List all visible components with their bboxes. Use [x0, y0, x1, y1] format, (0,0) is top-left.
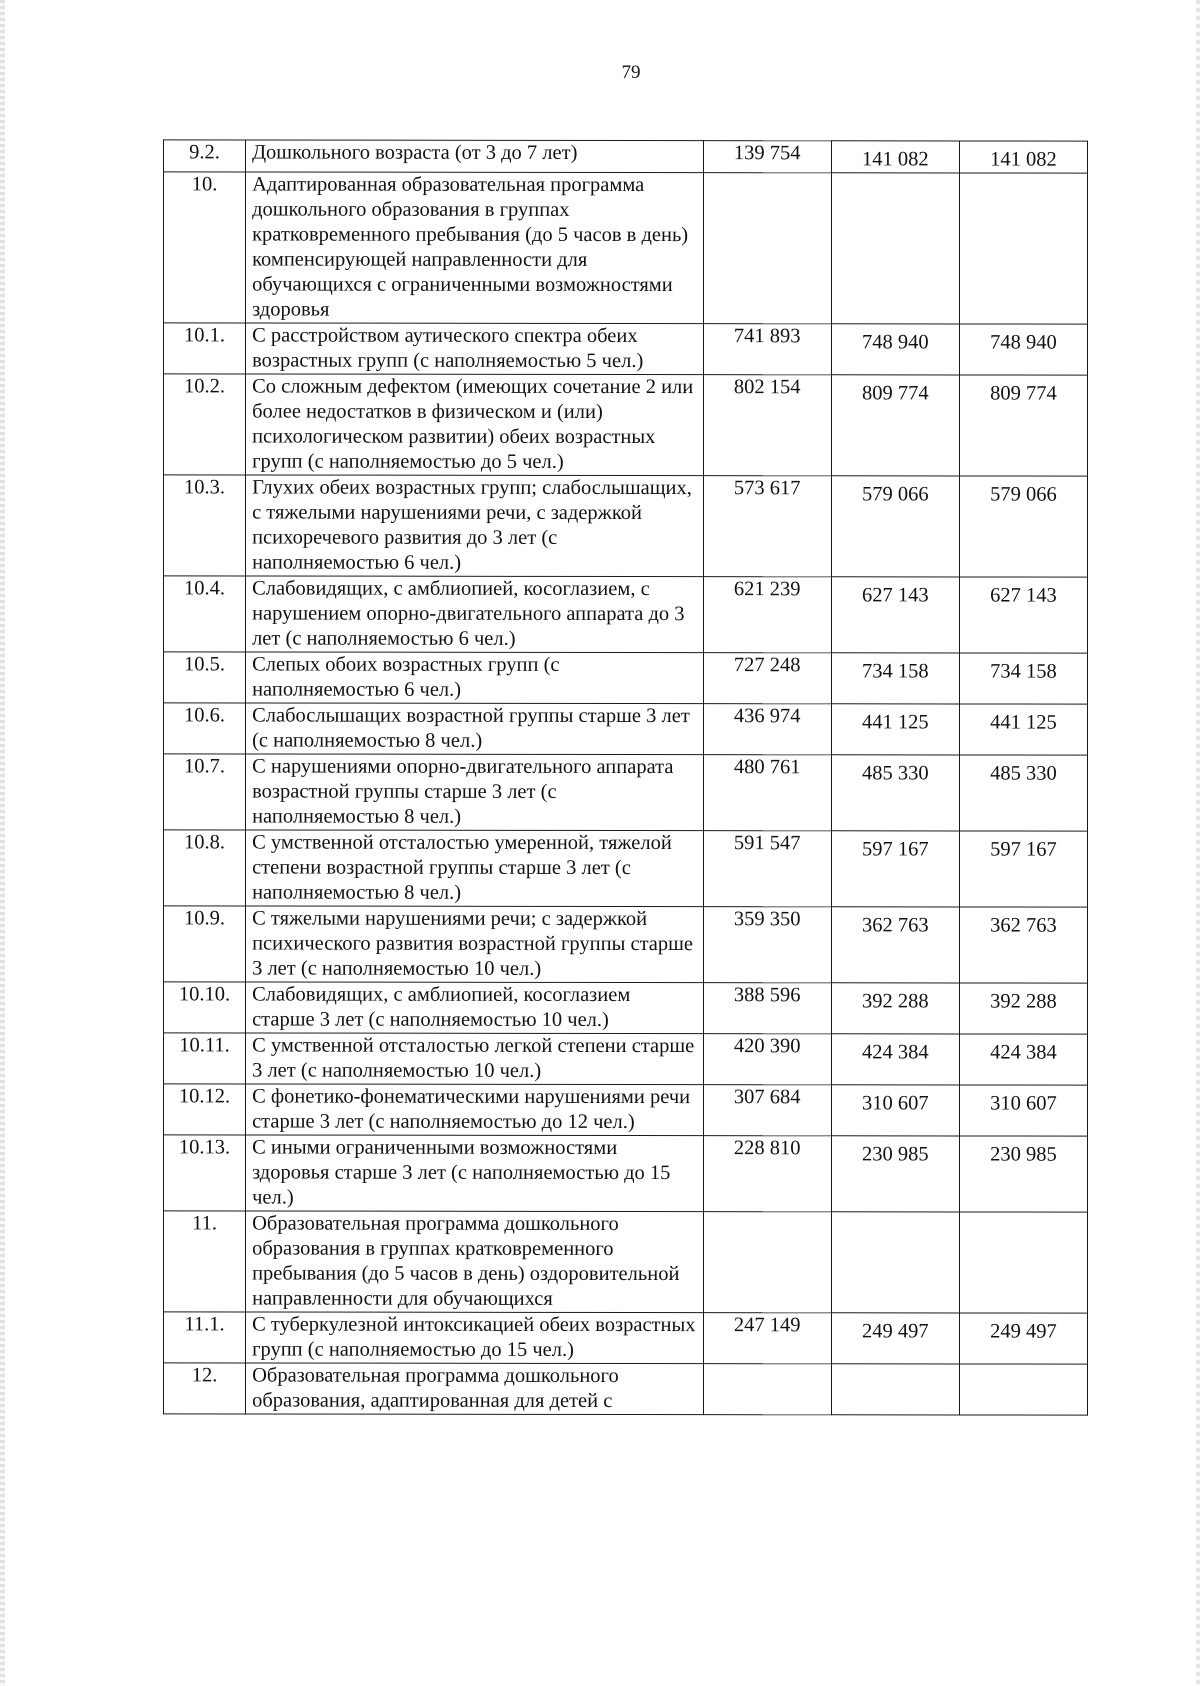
row-description: С фонетико-фонематическими нарушениями речи старше 3 лет (с наполняемостью до 12 чел.) — [246, 1084, 703, 1136]
row-value-3: 424 384 — [959, 1034, 1087, 1085]
row-value-2: 627 143 — [831, 577, 959, 653]
row-value-3 — [959, 173, 1087, 324]
row-value-2: 597 167 — [831, 831, 959, 907]
table-row — [164, 1312, 1088, 1364]
table-container — [163, 139, 1088, 1415]
row-description: С нарушениями опорно-двигательного аппарата возрастной группы старше 3 лет (с наполняемостью 8 чел.) — [246, 754, 703, 831]
table-row — [164, 140, 1088, 173]
scan-edge-left — [0, 0, 5, 1686]
row-description: Глухих обеих возрастных групп; слабослышащих, с тяжелыми нарушениями речи, с задержкой психоречевого развития до 3 лет (с наполняемостью 6 чел.) — [246, 475, 703, 577]
row-value-3: 441 125 — [959, 704, 1087, 755]
row-value-2: 392 288 — [831, 983, 959, 1034]
row-number: 10.10. — [164, 982, 246, 1033]
table-row — [164, 475, 1088, 577]
row-number: 10.6. — [164, 703, 246, 754]
table-row — [164, 1135, 1088, 1212]
row-value-1: 480 761 — [703, 755, 831, 831]
row-number: 10.7. — [164, 754, 246, 830]
table-row — [164, 576, 1088, 653]
row-description: Образовательная программа дошкольного образования, адаптированная для детей с — [246, 1363, 703, 1415]
row-number: 10.8. — [164, 830, 246, 906]
row-value-1 — [703, 1364, 831, 1415]
row-value-3: 748 940 — [959, 324, 1087, 375]
row-value-3: 627 143 — [959, 577, 1087, 653]
row-value-2 — [831, 173, 959, 324]
row-description: Слабовидящих, с амблиопией, косоглазием старше 3 лет (с наполняемостью 10 чел.) — [246, 982, 703, 1034]
row-value-3: 485 330 — [959, 755, 1087, 831]
row-number: 10.9. — [164, 906, 246, 982]
row-number: 10.12. — [164, 1084, 246, 1135]
row-value-2: 249 497 — [831, 1313, 959, 1364]
row-number: 10.3. — [164, 475, 246, 576]
row-description: С тяжелыми нарушениями речи; с задержкой психического развития возрастной группы старше 3 лет (с наполняемостью 10 чел.) — [246, 906, 703, 983]
row-value-3: 141 082 — [959, 141, 1087, 173]
row-number: 12. — [164, 1363, 246, 1414]
table-body — [164, 140, 1088, 1415]
row-value-3: 809 774 — [959, 375, 1087, 476]
row-value-1: 573 617 — [703, 476, 831, 577]
row-value-1: 420 390 — [703, 1034, 831, 1085]
row-value-1: 727 248 — [703, 653, 831, 704]
table-row — [164, 652, 1088, 704]
row-value-3: 310 607 — [959, 1085, 1087, 1136]
row-description: Дошкольного возраста (от 3 до 7 лет) — [246, 140, 703, 173]
row-value-2: 579 066 — [831, 476, 959, 577]
row-value-1 — [703, 173, 831, 324]
row-description: С иными ограниченными возможностями здоровья старше 3 лет (с наполняемостью до 15 чел.) — [246, 1135, 703, 1212]
row-value-2: 734 158 — [831, 653, 959, 704]
row-value-2: 230 985 — [831, 1136, 959, 1212]
row-description: С расстройством аутического спектра обеих возрастных групп (с наполняемостью 5 чел.) — [246, 323, 703, 375]
row-value-3: 230 985 — [959, 1136, 1087, 1212]
funding-table — [163, 139, 1088, 1415]
row-value-2 — [831, 1364, 959, 1415]
row-number: 11. — [164, 1211, 246, 1312]
row-number: 11.1. — [164, 1312, 246, 1363]
row-number: 10.11. — [164, 1033, 246, 1084]
row-description: Со сложным дефектом (имеющих сочетание 2 или более недостатков в физическом и (или) психологическом развитии) обеих возрастных групп (с наполняемостью до 5 чел.) — [246, 374, 703, 476]
row-description: Слабослышащих возрастной группы старше 3 лет (с наполняемостью 8 чел.) — [246, 703, 703, 755]
row-description: Адаптированная образовательная программа дошкольного образования в группах кратковременного пребывания (до 5 часов в день) компенсирующей направленности для обучающихся с ограниченными возможностями здоровья — [246, 172, 703, 324]
row-description: Слепых обоих возрастных групп (с наполняемостью 6 чел.) — [246, 652, 703, 704]
row-value-1: 139 754 — [703, 141, 831, 173]
scan-edge-right — [1196, 0, 1200, 1686]
row-value-2: 441 125 — [831, 704, 959, 755]
row-value-1: 802 154 — [703, 375, 831, 476]
row-number: 10.4. — [164, 576, 246, 652]
table-row — [164, 906, 1088, 983]
row-value-3 — [959, 1212, 1087, 1313]
row-value-2: 362 763 — [831, 907, 959, 983]
row-value-3: 579 066 — [959, 476, 1087, 577]
row-value-1: 247 149 — [703, 1313, 831, 1364]
row-number: 10.13. — [164, 1135, 246, 1211]
row-value-1: 621 239 — [703, 577, 831, 653]
row-value-1: 741 893 — [703, 324, 831, 375]
page-number: 79 — [621, 62, 641, 83]
row-number: 10.2. — [164, 374, 246, 475]
table-row — [164, 703, 1088, 755]
row-value-3: 597 167 — [959, 831, 1087, 907]
row-value-2: 809 774 — [831, 375, 959, 476]
row-value-1: 591 547 — [703, 831, 831, 907]
table-row — [164, 323, 1088, 375]
row-value-3: 392 288 — [959, 983, 1087, 1034]
row-value-3: 734 158 — [959, 653, 1087, 704]
table-row — [164, 1033, 1088, 1085]
row-value-2: 485 330 — [831, 755, 959, 831]
row-value-1: 307 684 — [703, 1085, 831, 1136]
table-row — [164, 172, 1088, 324]
row-value-2: 141 082 — [831, 141, 959, 173]
table-row — [164, 1363, 1088, 1415]
row-value-3: 362 763 — [959, 907, 1087, 983]
row-description: С туберкулезной интоксикацией обеих возрастных групп (с наполняемостью до 15 чел.) — [246, 1312, 703, 1364]
table-row — [164, 374, 1088, 476]
row-value-1: 436 974 — [703, 704, 831, 755]
row-value-2 — [831, 1212, 959, 1313]
row-value-1: 228 810 — [703, 1136, 831, 1212]
row-value-1: 388 596 — [703, 983, 831, 1034]
row-value-2: 748 940 — [831, 324, 959, 375]
table-row — [164, 1084, 1088, 1136]
row-value-2: 310 607 — [831, 1085, 959, 1136]
row-value-1: 359 350 — [703, 907, 831, 983]
row-value-1 — [703, 1212, 831, 1313]
table-row — [164, 754, 1088, 831]
row-number: 10.1. — [164, 323, 246, 374]
row-description: С умственной отсталостью легкой степени старше 3 лет (с наполняемостью 10 чел.) — [246, 1033, 703, 1085]
row-value-2: 424 384 — [831, 1034, 959, 1085]
table-row — [164, 830, 1088, 907]
row-value-3 — [959, 1364, 1087, 1415]
row-value-3: 249 497 — [959, 1313, 1087, 1364]
row-description: Образовательная программа дошкольного образования в группах кратковременного пребывания (до 5 часов в день) оздоровительной направленности для обучающихся — [246, 1211, 703, 1313]
row-number: 10. — [164, 172, 246, 323]
table-row — [164, 1211, 1088, 1313]
row-number: 9.2. — [164, 140, 246, 172]
row-number: 10.5. — [164, 652, 246, 703]
row-description: Слабовидящих, с амблиопией, косоглазием, с нарушением опорно-двигательного аппарата до 3 лет (с наполняемостью 6 чел.) — [246, 576, 703, 653]
table-row — [164, 982, 1088, 1034]
row-description: С умственной отсталостью умеренной, тяжелой степени возрастной группы старше 3 лет (с наполняемостью 8 чел.) — [246, 830, 703, 907]
